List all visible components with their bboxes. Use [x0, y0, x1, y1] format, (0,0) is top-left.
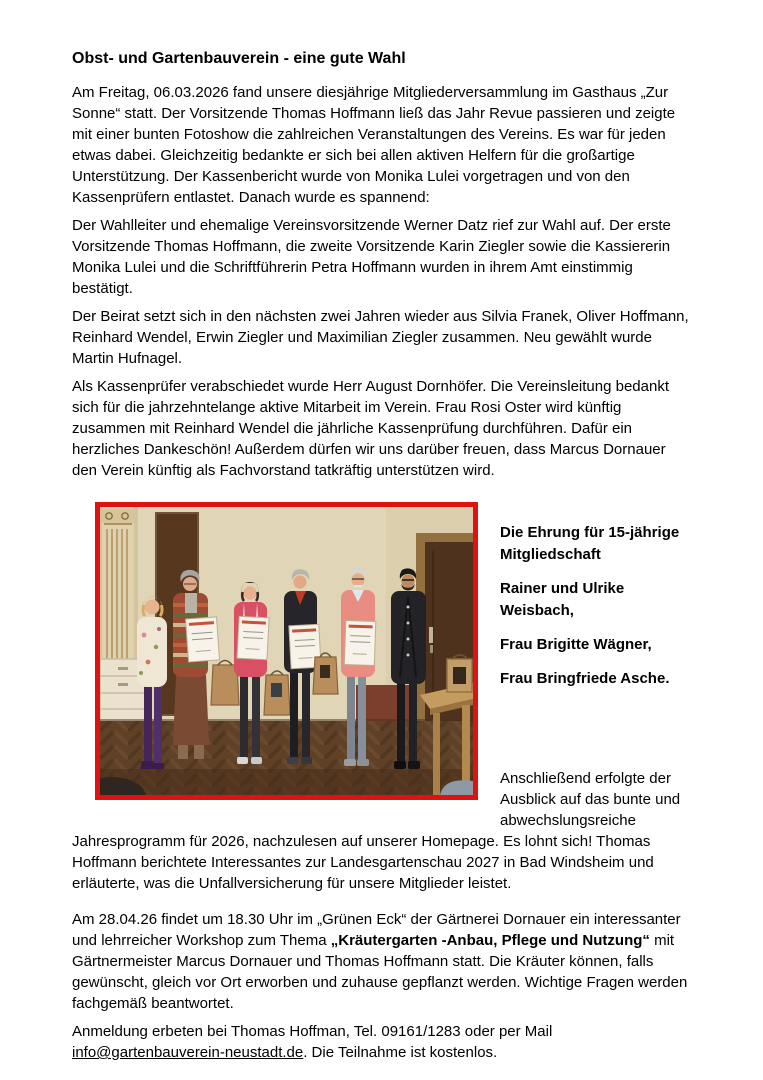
registration-text-before: Anmeldung erbeten bei Thomas Hoffman, Tel. 09161/1283 oder per Mail — [72, 1023, 553, 1040]
paragraph-registration — [72, 1021, 691, 1063]
paragraph-workshop — [72, 909, 691, 1014]
honors-photo — [95, 502, 478, 800]
paragraph-meeting: Am Freitag, 06.03.2026 fand unsere diesjährige Mitgliederversammlung im Gasthaus „Zur Sonne“ statt. Der Vorsitzende Thomas Hoffmann ließ das Jahr Revue passieren und zeigte mit einer bunten Fotoshow die zahlreichen Veranstaltungen des Vereins. Es war für jeden etwas dabei. Gleichzeitig bedankte er sich bei allen aktiven Helfern für die großartige Unterstützung. Der Kassenbericht wurde von Monika Lulei vorgetragen und von den Kassenprüfern entlastet. Danach wurde es spannend: — [72, 84, 676, 206]
honoree-name-weisbach: Rainer und Ulrike Weisbach, — [500, 580, 625, 619]
honors-heading: Die Ehrung für 15-jährige Mitgliedschaft — [500, 524, 680, 563]
workshop-text-before: Am 28.04.26 findet um 18.30 Uhr im „Grünen Eck“ der Gärtnerei Dornauer ein interessanter und lehrreicher Workshop zum Thema — [72, 911, 681, 949]
honoree-name-asche: Frau Bringfriede Asche. — [500, 670, 670, 687]
article-title: Obst- und Gartenbauverein - eine gute Wahl — [72, 50, 406, 67]
paragraph-beirat: Der Beirat setzt sich in den nächsten zwei Jahren wieder aus Silvia Franek, Oliver Hoffmann, Reinhard Wendel, Erwin Ziegler und Maximilian Ziegler zusammen. Neu gewählt wurde Martin Hufnagel. — [72, 308, 689, 367]
paragraph-outlook: Anschließend erfolgte der Ausblick auf das bunte und abwechslungsreiche Jahresprogramm für 2026, nachzulesen auf unserer Homepage. Es lohnt sich! Thomas Hoffmann berichtete Interessantes zur Landesgartenschau 2027 in Bad Windsheim und erläuterte, was die Unfallversicherung für unsere Mitglieder leistet. — [72, 770, 681, 892]
email-link[interactable]: info@gartenbauverein-neustadt.de — [72, 1044, 304, 1061]
workshop-text-after: mit Gärtnermeister Marcus Dornauer und Thomas Hoffmann statt. Die Kräuter können, falls gewünscht, gleich vor Ort erworben und zuhause gepflanzt werden. Wichtige Fragen werden fachgemäß beantwortet. — [72, 932, 688, 1012]
paragraph-kassenpruefer: Als Kassenprüfer verabschiedet wurde Herr August Dornhöfer. Die Vereinsleitung bedankt sich für die jahrzehntelange aktive Mitarbeit im Verein. Frau Rosi Oster wird künftig zusammen mit Reinhard Wendel die jährliche Kassenprüfung durchführen. Dafür ein herzliches Dankeschön! Außerdem dürfen wir uns darüber freuen, dass Marcus Dornauer den Verein künftig als Fachvorstand tatkräftig unterstützen wird. — [72, 378, 670, 479]
paragraph-election: Der Wahlleiter und ehemalige Vereinsvorsitzende Werner Datz rief zur Wahl auf. Der erste Vorsitzende Thomas Hoffmann, die zweite Vorsitzende Karin Ziegler sowie die Kassiererin Monika Lulei und die Schriftführerin Petra Hoffmann wurden in ihrem Amt einstimmig bestätigt. — [72, 217, 671, 297]
group-photo-image — [100, 507, 473, 795]
registration-text-after: . Die Teilnahme ist kostenlos. — [303, 1044, 498, 1061]
honoree-name-waegner: Frau Brigitte Wägner, — [500, 636, 652, 653]
workshop-topic-bold: „Kräutergarten -Anbau, Pflege und Nutzung“ — [330, 932, 650, 949]
